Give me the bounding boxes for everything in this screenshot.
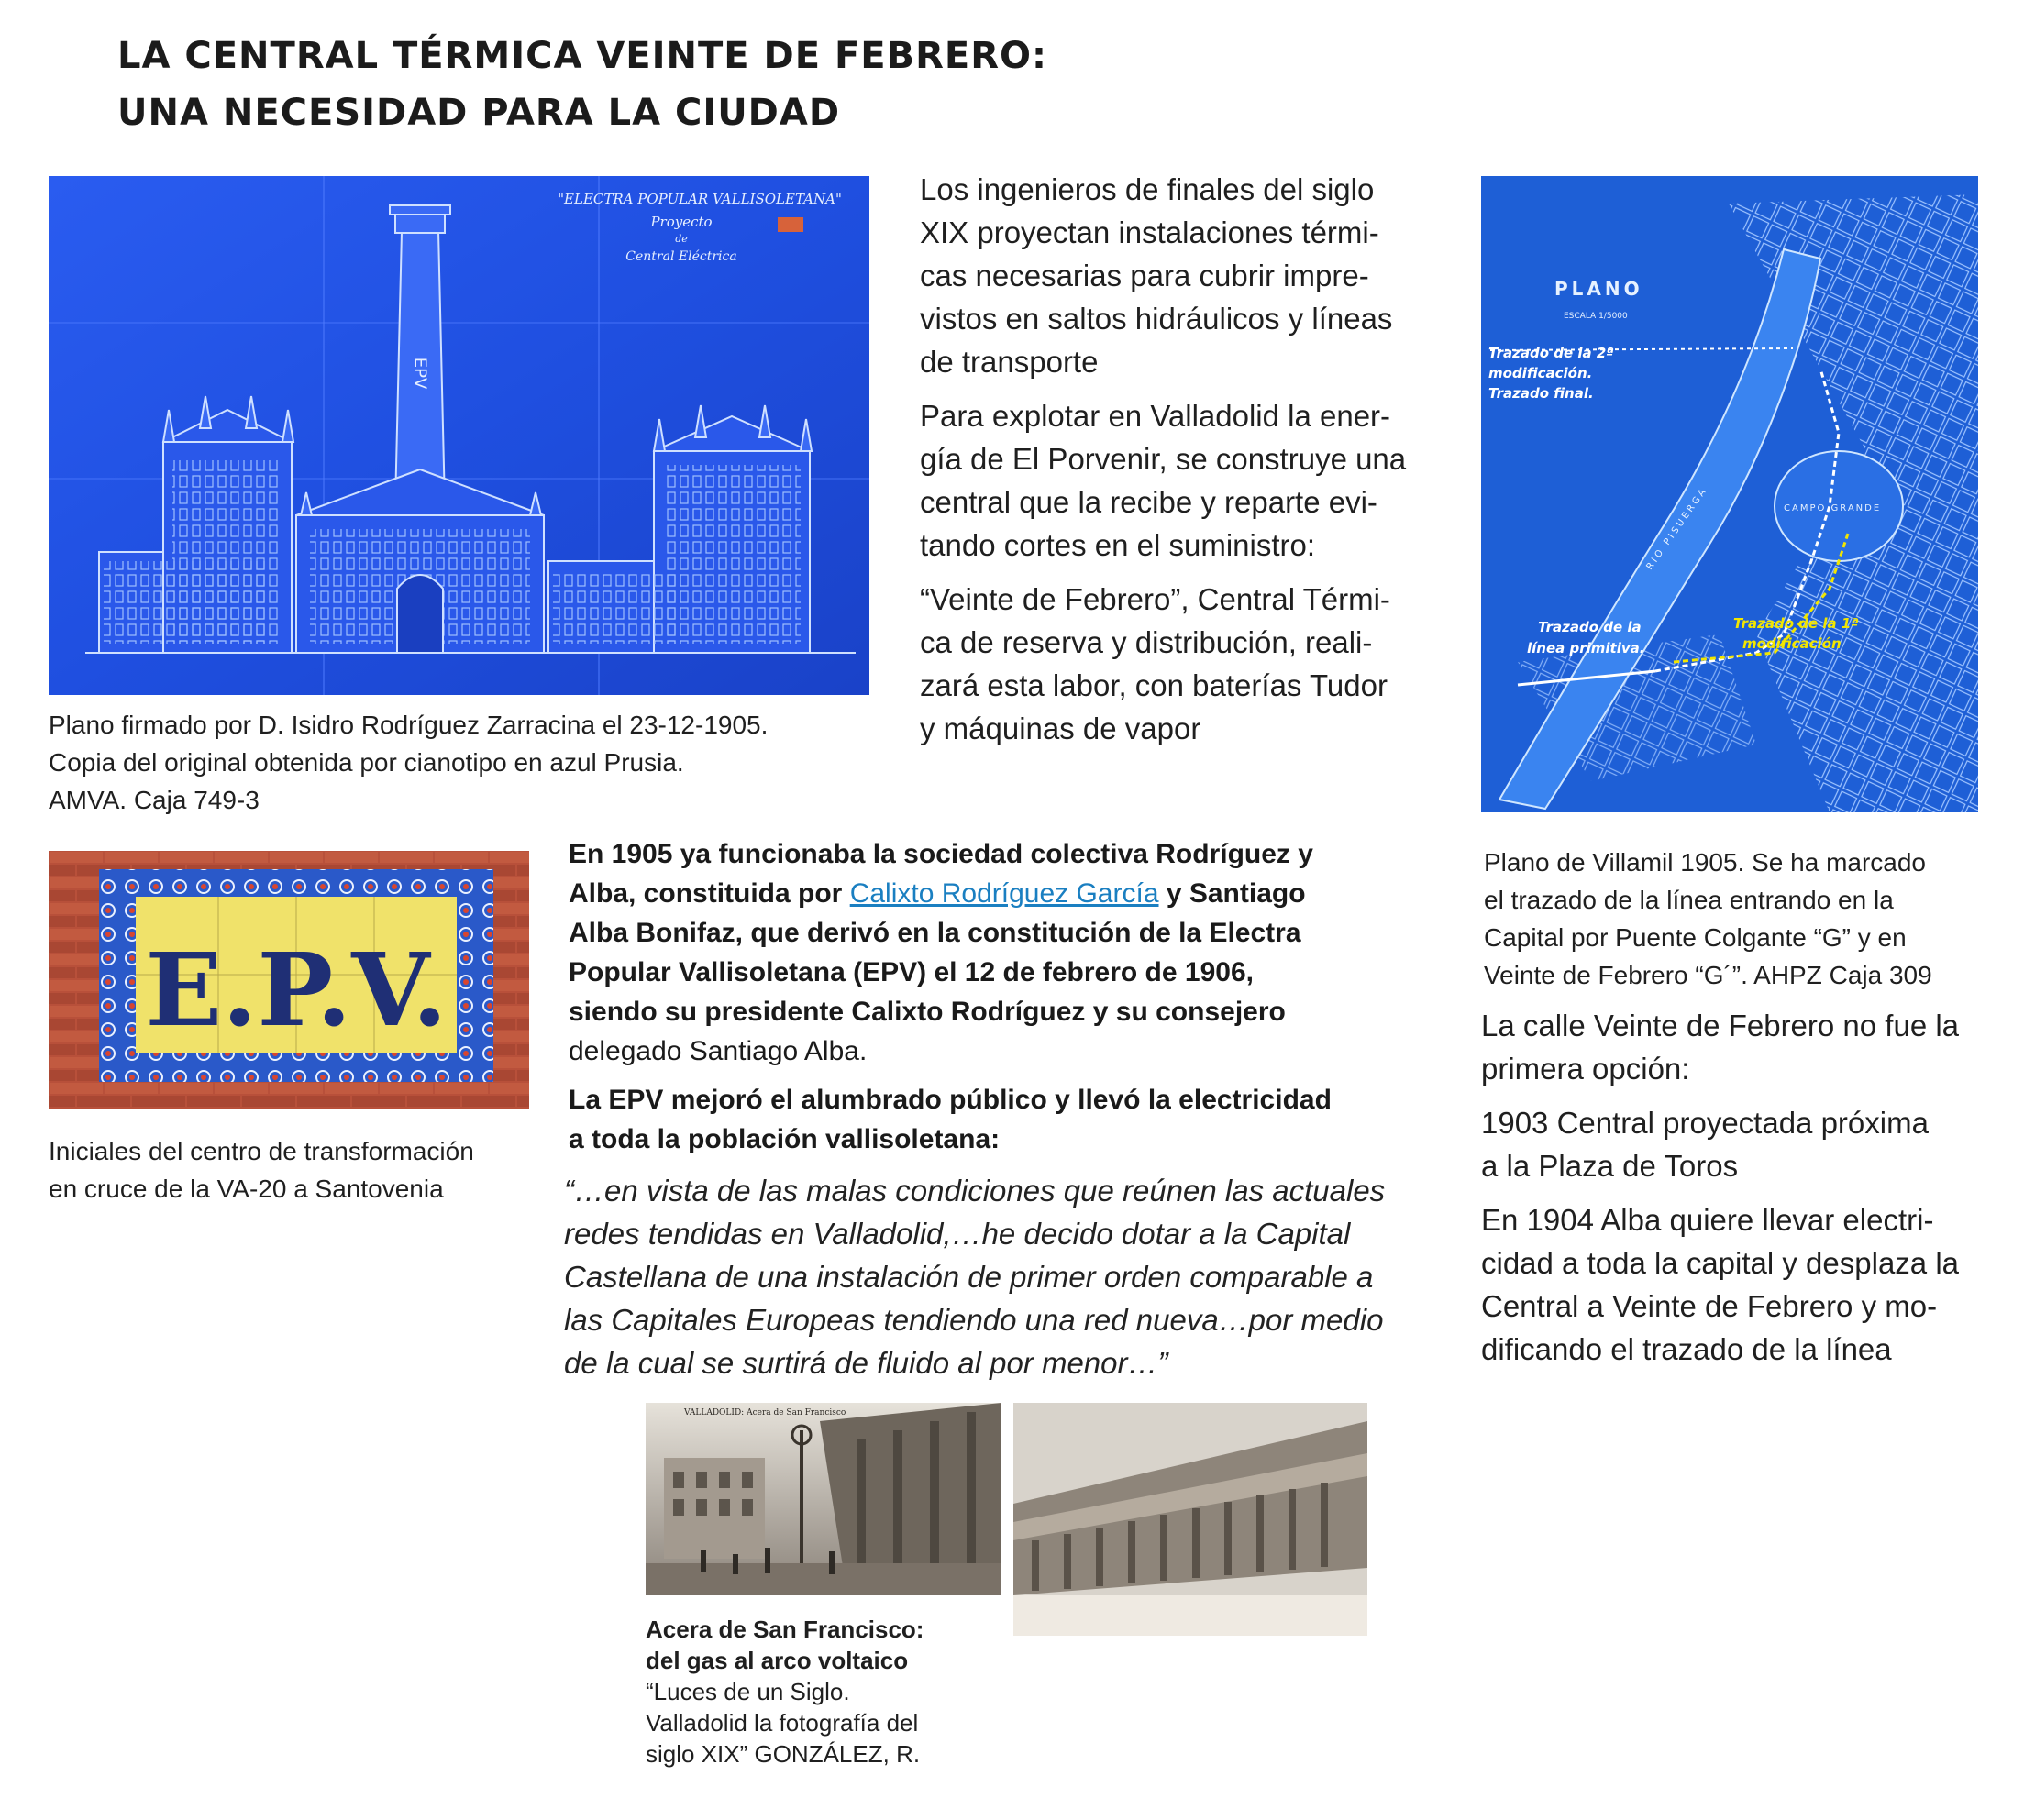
map-plano-label: PLANO — [1554, 278, 1643, 300]
history-line: Popular Vallisoletana (EPV) el 12 de febrero de 1906, — [569, 957, 1254, 987]
postcard-header: VALLADOLID: Acera de San Francisco — [684, 1408, 846, 1417]
photos-caption-bold-1: Acera de San Francisco: — [646, 1616, 924, 1643]
photos-caption-line-4: Valladolid la fotografía del — [646, 1709, 919, 1737]
quote-line: las Capitales Europeas tendiendo una red nueva…por medio — [564, 1303, 1384, 1337]
intro-p3-line: y máquinas de vapor — [920, 711, 1201, 745]
postcard-photo — [646, 1403, 1001, 1595]
intro-paragraph-3 — [920, 578, 1443, 750]
history-line: Alba Bonifaz, que derivó en la constitución de la Electra — [569, 918, 1301, 948]
intro-text — [920, 168, 1443, 761]
tiles-caption — [49, 1132, 544, 1208]
tiles-figure — [49, 851, 529, 1109]
map-campo-label: CAMPO GRANDE — [1784, 503, 1882, 513]
blueprint-caption-line2: Copia del original obtenida por cianotipo en azul Prusia. — [49, 748, 684, 777]
history-line-part: Alba, constituida por — [569, 878, 850, 909]
blueprint-caption-line3: AMVA. Caja 749-3 — [49, 786, 260, 814]
history-text — [569, 834, 1442, 1166]
map-caption-line2: el trazado de la línea entrando en la — [1484, 886, 1894, 914]
tiles-caption-line2: en cruce de la VA-20 a Santovenia — [49, 1175, 444, 1203]
map-annotation-final-line: Trazado final. — [1488, 385, 1594, 402]
right-line: En 1904 Alba quiere llevar electri- — [1481, 1203, 1934, 1237]
intro-paragraph-1 — [920, 168, 1443, 383]
blueprint-image — [49, 176, 869, 695]
map-image — [1481, 176, 1978, 812]
map-figure — [1481, 176, 1978, 812]
quote-line: “…en vista de las malas condiciones que reúnen las actuales — [564, 1174, 1386, 1208]
right-line: primera opción: — [1481, 1052, 1690, 1086]
map-annotation-first-line: modificación — [1742, 635, 1842, 652]
tiles-caption-line1: Iniciales del centro de transformación — [49, 1137, 474, 1165]
history-line: a toda la población vallisoletana: — [569, 1124, 1001, 1154]
tiles-image — [49, 851, 529, 1109]
right-line: Central a Veinte de Febrero y mo- — [1481, 1289, 1938, 1323]
intro-p1-line: cas necesarias para cubrir impre- — [920, 259, 1369, 292]
intro-p1-line: Los ingenieros de finales del siglo — [920, 172, 1375, 206]
postcard-image — [646, 1403, 1001, 1595]
history-quote — [564, 1169, 1444, 1384]
history-line-part: y Santiago — [1158, 878, 1306, 909]
intro-p3-line: “Veinte de Febrero”, Central Térmi- — [920, 582, 1390, 616]
chimney-epv-label: EPV — [410, 357, 430, 390]
photos-caption — [646, 1614, 1012, 1770]
blueprint-caption — [49, 706, 874, 819]
right-line: La calle Veinte de Febrero no fue la — [1481, 1009, 1960, 1042]
intro-p2-line: tando cortes en el suministro: — [920, 528, 1316, 562]
history-paragraph-1 — [569, 834, 1442, 1071]
intro-p1-line: de transporte — [920, 345, 1099, 379]
right-line: cidad a toda la capital y desplaza la — [1481, 1246, 1960, 1280]
intro-p2-line: Para explotar en Valladolid la ener- — [920, 399, 1391, 433]
map-annotation-final-line: Trazado de la 2ª — [1488, 345, 1614, 361]
history-line: En 1905 ya funcionaba la sociedad colectiva Rodríguez y — [569, 839, 1313, 869]
right-line: a la Plaza de Toros — [1481, 1149, 1739, 1183]
quote-line: Castellana de una instalación de primer orden comparable a — [564, 1260, 1374, 1294]
right-paragraph-2 — [1481, 1101, 1995, 1187]
photos-caption-line-3: “Luces de un Siglo. — [646, 1678, 850, 1705]
quote-line: de la cual se surtirá de fluido al por menor…” — [564, 1346, 1168, 1380]
intro-p3-line: ca de reserva y distribución, reali- — [920, 625, 1373, 659]
map-annotation-primitive-line: Trazado de la — [1538, 619, 1642, 635]
map-caption — [1484, 844, 1997, 994]
tiles-epv-text: E.P.V. — [145, 931, 448, 1049]
map-caption-line4: Veinte de Febrero “G´”. AHPZ Caja 309 — [1484, 961, 1932, 989]
map-escala-label: ESCALA 1/5000 — [1564, 312, 1628, 321]
page-title-line2: UNA NECESIDAD PARA LA CIUDAD — [117, 92, 841, 134]
photos-caption-line-5: siglo XIX” GONZÁLEZ, R. — [646, 1740, 921, 1768]
blueprint-header-2: Proyecto — [650, 214, 713, 230]
history-line: siendo su presidente Calixto Rodríguez y su consejero — [569, 997, 1286, 1027]
map-annotation-final-line: modificación. — [1488, 365, 1593, 381]
right-line: dificando el trazado de la línea — [1481, 1332, 1892, 1366]
page-title — [117, 28, 1047, 141]
history-paragraph-2 — [569, 1080, 1442, 1159]
page-title-line1: LA CENTRAL TÉRMICA VEINTE DE FEBRERO: — [117, 35, 1048, 77]
intro-p2-line: gía de El Porvenir, se construye una — [920, 442, 1407, 476]
map-caption-line3: Capital por Puente Colgante “G” y en — [1484, 923, 1907, 952]
intro-paragraph-2 — [920, 394, 1443, 567]
history-line: delegado Santiago Alba. — [569, 1036, 868, 1066]
intro-p1-line: XIX proyectan instalaciones térmi- — [920, 215, 1379, 249]
history-line — [569, 874, 1442, 913]
right-line: 1903 Central proyectada próxima — [1481, 1106, 1929, 1140]
blueprint-caption-line1: Plano firmado por D. Isidro Rodríguez Zarracina el 23-12-1905. — [49, 711, 769, 739]
map-river-label: RIO PISUERGA — [1644, 485, 1710, 572]
intro-p1-line: vistos en saltos hidráulicos y líneas — [920, 302, 1393, 336]
history-line: La EPV mejoró el alumbrado público y llevó la electricidad — [569, 1085, 1332, 1115]
quote-line: redes tendidas en Valladolid,…he decido dotar a la Capital — [564, 1217, 1351, 1251]
blueprint-header-1: "ELECTRA POPULAR VALLISOLETANA" — [558, 191, 842, 207]
blueprint-figure — [49, 176, 869, 695]
right-text — [1481, 1004, 1995, 1382]
intro-p3-line: zará esta labor, con baterías Tudor — [920, 668, 1388, 702]
right-paragraph-3 — [1481, 1198, 1995, 1371]
arcade-image — [1013, 1403, 1367, 1636]
blueprint-header-4: Central Eléctrica — [625, 249, 737, 264]
blueprint-header-3: de — [675, 233, 688, 245]
map-annotation-first-line: Trazado de la 1ª — [1733, 615, 1859, 632]
map-caption-line1: Plano de Villamil 1905. Se ha marcado — [1484, 848, 1927, 877]
right-paragraph-1 — [1481, 1004, 1995, 1090]
photos-caption-bold-2: del gas al arco voltaico — [646, 1647, 909, 1674]
calixto-link[interactable]: Calixto Rodríguez García — [849, 878, 1159, 909]
map-annotation-primitive-line: línea primitiva. — [1527, 640, 1645, 656]
arcade-photo — [1013, 1403, 1367, 1636]
intro-p2-line: central que la recibe y reparte evi- — [920, 485, 1377, 519]
